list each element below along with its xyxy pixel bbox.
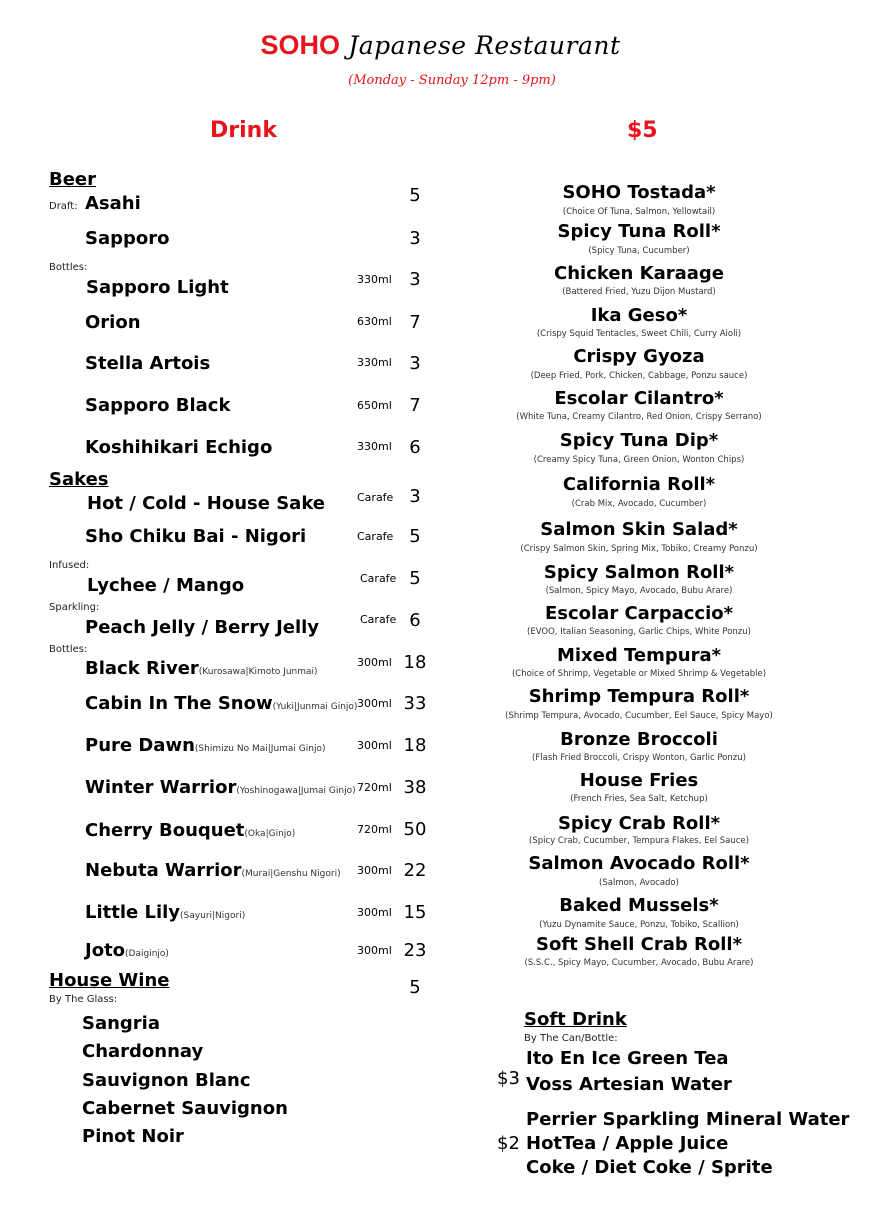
wine-item: Pinot Noir	[82, 1126, 184, 1147]
menu-item-volume: 720ml	[357, 781, 392, 794]
menu-item-volume: 630ml	[357, 315, 392, 328]
menu-item-price: 6	[409, 610, 421, 631]
soft-drink-item: Perrier Sparkling Mineral Water	[526, 1109, 850, 1130]
five-menu-desc: (Deep Fried, Pork, Chicken, Cabbage, Ponzu sauce)	[530, 371, 748, 381]
five-menu-desc: (Creamy Spicy Tuna, Green Onion, Wonton Chips)	[533, 455, 745, 465]
five-menu-item: Escolar Cilantro*	[554, 388, 724, 409]
menu-item-price: 50	[403, 819, 427, 840]
menu-item-price: 6	[409, 437, 421, 458]
menu-item-name: Orion	[85, 312, 141, 333]
five-menu-item: Ika Geso*	[590, 305, 688, 326]
menu-item-volume: 300ml	[357, 944, 392, 957]
five-menu-desc: (Shrimp Tempura, Avocado, Cucumber, Eel Sauce, Spicy Mayo)	[505, 711, 773, 721]
menu-item-price: 5	[409, 185, 421, 206]
menu-item-name: Cherry Bouquet(Oka|Ginjo)	[85, 820, 296, 841]
menu-item-volume: 300ml	[357, 739, 392, 752]
menu-item-price: 33	[403, 693, 427, 714]
brand-name: SOHO	[260, 30, 340, 60]
menu-item-volume: 650ml	[357, 399, 392, 412]
soft-drink-sublabel: By The Can/Bottle:	[524, 1033, 618, 1044]
menu-item-name: Stella Artois	[85, 353, 211, 374]
five-menu-item: Spicy Salmon Roll*	[543, 562, 735, 583]
menu-item-volume: Carafe	[360, 572, 397, 585]
soft-drink-price: $2	[497, 1133, 520, 1154]
menu-item-price: 18	[403, 652, 427, 673]
five-menu-desc: (Spicy Tuna, Cucumber)	[588, 246, 690, 256]
menu-item-volume: 300ml	[357, 864, 392, 877]
five-menu-item: Bronze Broccoli	[560, 729, 718, 750]
five-menu-desc: (French Fries, Sea Salt, Ketchup)	[570, 794, 708, 804]
five-menu-desc: (Spicy Crab, Cucumber, Tempura Flakes, Eel Sauce)	[529, 836, 749, 846]
menu-item-name: Little Lily(Sayuri|Nigori)	[85, 902, 246, 923]
menu-item-volume: 300ml	[357, 656, 392, 669]
restaurant-title	[0, 30, 881, 61]
menu-item-name: Sapporo Black	[85, 395, 231, 416]
five-menu-item: Salmon Avocado Roll*	[528, 853, 750, 874]
sake-bottles-label: Bottles:	[49, 644, 88, 655]
five-menu-item: Mixed Tempura*	[556, 645, 722, 666]
soft-drink-item: Ito En Ice Green Tea	[526, 1048, 729, 1069]
menu-item-price: 22	[403, 860, 427, 881]
bottles-label: Bottles:	[49, 262, 88, 273]
menu-item-name: Sapporo	[85, 228, 170, 249]
menu-item-note: (Shimizu No Mai|Jumai Ginjo)	[194, 744, 326, 754]
menu-item-note: (Yoshinogawa|Jumai Ginjo)	[236, 786, 356, 796]
menu-item-name: Lychee / Mango	[87, 575, 245, 596]
menu-item-note: (Kurosawa|Kimoto Junmai)	[198, 667, 318, 677]
menu-item-price: 3	[409, 228, 421, 249]
menu-item-price: 3	[409, 269, 421, 290]
five-menu-desc: (Battered Fried, Yuzu Dijon Mustard)	[562, 287, 716, 297]
five-menu-desc: (Salmon, Avocado)	[599, 878, 679, 888]
menu-item-name: Joto(Daiginjo)	[85, 940, 169, 961]
five-menu-desc: (EVOO, Italian Seasoning, Garlic Chips, White Ponzu)	[527, 627, 751, 637]
five-menu-item: Soft Shell Crab Roll*	[536, 934, 742, 955]
soft-drink-heading: Soft Drink	[524, 1009, 627, 1030]
drink-heading: Drink	[210, 118, 277, 143]
five-menu-item: House Fries	[579, 770, 699, 791]
infused-label: Infused:	[49, 560, 90, 571]
menu-item-name: Winter Warrior(Yoshinogawa|Jumai Ginjo)	[85, 777, 356, 798]
five-menu-desc: (S.S.C., Spicy Mayo, Cucumber, Avocado, Bubu Arare)	[524, 958, 754, 968]
five-menu-desc: (Salmon, Spicy Mayo, Avocado, Bubu Arare)	[545, 586, 733, 596]
five-menu-item: Chicken Karaage	[554, 263, 724, 284]
menu-item-name: Cabin In The Snow(Yuki|Junmai Ginjo)	[85, 693, 358, 714]
menu-item-price: 15	[403, 902, 427, 923]
menu-item-price: 3	[409, 486, 421, 507]
five-menu-item: Spicy Tuna Roll*	[557, 221, 721, 242]
five-menu-item: Baked Mussels*	[559, 895, 719, 916]
menu-item-name: Peach Jelly / Berry Jelly	[85, 617, 320, 638]
five-menu-desc: (Flash Fried Broccoli, Crispy Wonton, Garlic Ponzu)	[532, 753, 746, 763]
menu-item-name: Koshihikari Echigo	[85, 437, 273, 458]
five-menu-desc: (Crispy Salmon Skin, Spring Mix, Tobiko, Creamy Ponzu)	[520, 544, 758, 554]
five-menu-item: SOHO Tostada*	[562, 182, 716, 203]
menu-item-volume: 330ml	[357, 440, 392, 453]
wine-item: Sauvignon Blanc	[82, 1070, 251, 1091]
five-menu-desc: (Choice Of Tuna, Salmon, Yellowtail)	[562, 207, 716, 217]
menu-item-price: 38	[403, 777, 427, 798]
five-menu-desc: (White Tuna, Creamy Cilantro, Red Onion, Crispy Serrano)	[516, 412, 762, 422]
five-menu-item: Salmon Skin Salad*	[540, 519, 738, 540]
menu-item-volume: 330ml	[357, 273, 392, 286]
menu-item-note: (Oka|Ginjo)	[244, 829, 296, 839]
menu-item-price: 7	[409, 395, 421, 416]
menu-item-volume: Carafe	[360, 613, 397, 626]
menu-item-volume: 300ml	[357, 697, 392, 710]
five-menu-item: Shrimp Tempura Roll*	[528, 686, 750, 707]
soft-drink-item: Voss Artesian Water	[526, 1074, 732, 1095]
soft-drink-item: HotTea / Apple Juice	[526, 1133, 729, 1154]
five-menu-item: Crispy Gyoza	[573, 346, 705, 367]
five-menu-desc: (Crispy Squid Tentacles, Sweet Chili, Curry Aioli)	[536, 329, 742, 339]
menu-item-name: Asahi	[85, 193, 141, 214]
wine-item: Cabernet Sauvignon	[82, 1098, 288, 1119]
beer-heading: Beer	[49, 169, 97, 190]
menu-item-name: Hot / Cold - House Sake	[87, 493, 326, 514]
restaurant-name: Japanese Restaurant	[348, 31, 621, 60]
menu-item-name: Nebuta Warrior(Murai|Genshu Nigori)	[85, 860, 341, 881]
five-menu-item: Spicy Tuna Dip*	[559, 430, 719, 451]
menu-item-price: 3	[409, 353, 421, 374]
soft-drink-price: $3	[497, 1068, 520, 1089]
menu-item-volume: Carafe	[357, 530, 394, 543]
wine-sublabel: By The Glass:	[49, 994, 118, 1005]
wine-item: Chardonnay	[82, 1041, 204, 1062]
menu-item-note: (Sayuri|Nigori)	[180, 911, 246, 921]
menu-item-volume: Carafe	[357, 491, 394, 504]
menu-item-price: 7	[409, 312, 421, 333]
menu-item-price: 5	[409, 568, 421, 589]
five-menu-desc: (Crab Mix, Avocado, Cucumber)	[571, 499, 707, 509]
five-menu-item: California Roll*	[562, 474, 716, 495]
five-menu-desc: (Choice of Shrimp, Vegetable or Mixed Shrimp & Vegetable)	[511, 669, 767, 679]
house-wine-heading: House Wine	[49, 970, 170, 991]
menu-item-name: Sapporo Light	[86, 277, 229, 298]
five-menu-desc: (Yuzu Dynamite Sauce, Ponzu, Tobiko, Scallion)	[539, 920, 739, 930]
wine-item: Sangria	[82, 1013, 161, 1034]
menu-item-price: 23	[403, 940, 427, 961]
five-menu-item: Spicy Crab Roll*	[557, 813, 721, 834]
menu-item-name: Black River(Kurosawa|Kimoto Junmai)	[85, 658, 318, 679]
menu-item-name: Sho Chiku Bai - Nigori	[85, 526, 307, 547]
menu-item-note: (Yuki|Junmai Ginjo)	[272, 702, 358, 712]
opening-hours: (Monday - Sunday 12pm - 9pm)	[348, 73, 556, 88]
menu-item-volume: 720ml	[357, 823, 392, 836]
soft-drink-item: Coke / Diet Coke / Sprite	[526, 1157, 773, 1178]
five-menu-item: Escolar Carpaccio*	[544, 603, 734, 624]
menu-item-note: (Murai|Genshu Nigori)	[241, 869, 341, 879]
menu-item-price: 18	[403, 735, 427, 756]
menu-item-price: 5	[409, 526, 421, 547]
draft-label: Draft:	[49, 201, 78, 212]
five-dollar-heading: $5	[627, 118, 658, 143]
wine-price: 5	[409, 977, 421, 998]
menu-item-note: (Daiginjo)	[125, 949, 169, 959]
sparkling-label: Sparkling:	[49, 602, 100, 613]
menu-item-name: Pure Dawn(Shimizu No Mai|Jumai Ginjo)	[85, 735, 326, 756]
sakes-heading: Sakes	[49, 469, 109, 490]
menu-item-volume: 300ml	[357, 906, 392, 919]
menu-item-volume: 330ml	[357, 356, 392, 369]
